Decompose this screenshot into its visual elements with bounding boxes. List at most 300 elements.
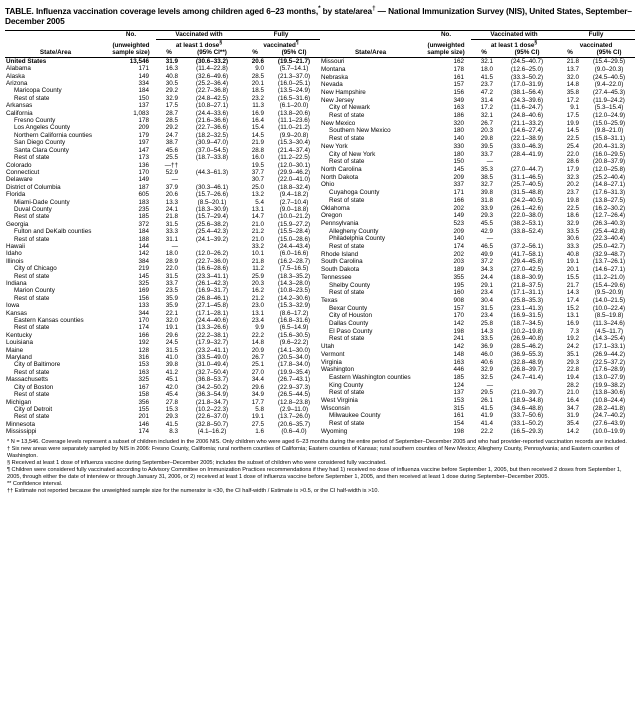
cell-area: Rest of state: [14, 391, 50, 399]
cell-ci1: (15.7–29.4): [195, 213, 229, 221]
cell-ci2: (14.1–30.0): [277, 346, 311, 354]
cell-n: 372: [138, 220, 149, 228]
table-row: [5, 110, 320, 117]
cell-pct1: 31.9: [165, 57, 178, 65]
table-row: [320, 119, 635, 127]
cell-n: 162: [453, 58, 465, 66]
cell-pct1: 23.5: [165, 287, 178, 295]
cell-pct1: 52.9: [165, 168, 178, 176]
cell-ci2: (12.0–24.9): [592, 112, 626, 120]
cell-n: 156: [138, 294, 149, 302]
cell-area: Oklahoma: [321, 204, 350, 212]
cell-pct1: 38.5: [480, 173, 494, 181]
cell-ci1: (4.1–16.2): [197, 428, 227, 436]
cell-pct2: 14.8: [251, 339, 264, 347]
cell-pct1: 31.1: [165, 235, 178, 243]
cell-ci1: (24.7–41.4): [510, 373, 544, 381]
cell-pct1: 45.5: [480, 219, 494, 227]
cell-area: City of New York: [329, 150, 376, 158]
cell-pct2: 28.6: [566, 158, 580, 166]
cell-ci1: (11.6–24.7): [511, 104, 543, 112]
cell-area: Rest of state: [14, 368, 50, 376]
cell-pct2: 20.1: [251, 80, 264, 88]
table-row: [320, 204, 635, 212]
cell-pct2: 7.3: [570, 327, 580, 335]
cell-n: 184: [138, 228, 149, 236]
cell-ci2: (21.4–37.4): [277, 146, 311, 154]
cell-area: Missouri: [321, 58, 345, 66]
cell-area: Florida: [6, 191, 26, 199]
table-row: [5, 369, 320, 376]
cell-pct2: 15.5: [566, 273, 580, 281]
table-row: [320, 258, 635, 266]
cell-area: North Carolina: [321, 165, 362, 173]
cell-ci1: (21.1–33.2): [510, 119, 544, 127]
cell-pct2: 21.2: [251, 294, 264, 302]
cell-ci2: (18.3–35.2): [277, 272, 311, 280]
cell-pct1: 30.5: [165, 80, 178, 88]
cell-ci1: (31.5–48.8): [510, 189, 544, 197]
cell-n: 170: [453, 312, 465, 320]
table-row: [320, 412, 635, 420]
table-row: [320, 374, 635, 382]
cell-area: City of Houston: [329, 312, 373, 320]
cell-n: 163: [138, 368, 149, 376]
table-row: [5, 73, 320, 80]
footnote-2: † Six new areas were separately sampled by NIS in 2006: Fresno County, California; rural northern counties of California; Eastern counties of Kansas; rural southern counties of New Mexico; Allegheny County, Pennsylvania; and Eastern counties of Washington.: [7, 445, 620, 459]
cell-pct2: 13.2: [251, 191, 264, 199]
cell-pct2: 25.9: [251, 272, 264, 280]
cell-ci2: (19.5–21.7): [277, 57, 311, 65]
coverage-table-left: [5, 30, 320, 436]
header-sample-size: sample size): [112, 49, 150, 57]
cell-area: Montana: [321, 65, 346, 73]
cell-n: 192: [138, 339, 149, 347]
cell-ci1: (16.9–31.5): [510, 312, 544, 320]
cell-n: 183: [138, 198, 149, 206]
cell-area: New Jersey: [321, 96, 354, 104]
cell-pct2: 29.3: [566, 358, 580, 366]
cell-pct2: 32.0: [566, 73, 580, 81]
cell-n: 149: [453, 212, 465, 220]
cell-ci1: (25.4–42.3): [195, 228, 229, 236]
table-row: [5, 391, 320, 398]
cell-area: Dallas County: [329, 320, 369, 328]
table-row: [320, 166, 635, 174]
table-row: [5, 295, 320, 302]
cell-pct2: 19.1: [566, 258, 580, 266]
table-row: [5, 258, 320, 265]
cell-ci2: (12.7–26.4): [592, 212, 626, 220]
cell-area: Hawaii: [6, 242, 25, 250]
cell-pct1: 29.3: [165, 413, 178, 421]
cell-area: Allegheny County: [329, 227, 379, 235]
cell-ci2: (14.3–25.4): [592, 335, 626, 343]
table-row: [5, 236, 320, 243]
cell-pct2: 22.0: [566, 150, 580, 158]
cell-ci2: (15.8–31.1): [592, 135, 626, 143]
cell-ci2: (9.4–18.2): [279, 191, 309, 199]
cell-ci2: (26.9–44.2): [592, 350, 626, 358]
cell-n: 209: [453, 227, 465, 235]
cell-pct1: 29.2: [165, 124, 178, 132]
cell-pct1: 32.7: [480, 181, 494, 189]
cell-ci1: (31.1–46.5): [510, 173, 544, 181]
cell-pct2: 19.5: [251, 161, 264, 169]
cell-ci2: (2.7–10.4): [279, 198, 309, 206]
footnotes: [5, 439, 635, 496]
cell-n: 185: [138, 213, 149, 221]
table-row: [5, 332, 320, 339]
cell-pct2: 33.5: [566, 227, 580, 235]
cell-area: Idaho: [6, 250, 22, 258]
cell-ci2: (13.8–27.5): [592, 196, 626, 204]
cell-pct2: 32.3: [566, 173, 580, 181]
cell-pct1: 13.3: [165, 198, 178, 206]
cell-pct2: 16.2: [251, 287, 264, 295]
cell-ci1: (31.0–49.4): [195, 361, 229, 369]
header-pct-2: %: [252, 49, 258, 57]
cell-pct2: 35.4: [566, 420, 580, 428]
cell-area: Rest of state: [14, 324, 50, 332]
cell-area: Eastern Kansas counties: [14, 317, 84, 325]
cell-ci1: (24.8–40.6): [510, 112, 544, 120]
cell-area: Maine: [6, 346, 24, 354]
cell-n: 163: [453, 104, 465, 112]
cell-n: 142: [453, 343, 465, 351]
cell-pct1: 46.0: [480, 350, 494, 358]
table-row: [5, 384, 320, 391]
cell-ci1: (24.8–42.5): [195, 94, 229, 102]
cell-pct1: 42.9: [480, 227, 494, 235]
cell-pct2: 21.0: [251, 220, 264, 228]
table-row: [320, 135, 635, 143]
cell-pct2: 13.1: [251, 205, 264, 213]
cell-area: Shelby County: [329, 281, 370, 289]
footnote-4: ¶ Children were considered fully vaccinated according to Advisory Committee on Immunization Practices recommendations if they had 1) received no dose of influenza vaccine before September 1, 2005, but then received 2 doses from September 1, 2005, through either the date of interview or through January 31, 2006, or 2) received at least 1 dose of influenza vaccine before September 1, 2005, and then received at least 1 dose during September–December 2005.: [7, 466, 622, 481]
cell-area: City of Newark: [329, 104, 370, 112]
cell-ci1: (30.9–47.0): [195, 139, 229, 147]
cell-pct2: 23.0: [251, 302, 264, 310]
cell-area: Maricopa County: [14, 87, 62, 95]
cell-n: 180: [453, 127, 465, 135]
cell-pct1: 37.9: [165, 183, 178, 191]
header-no-unweighted-r2: (unweighted: [427, 41, 465, 49]
cell-area: City of Boston: [14, 383, 54, 391]
cell-pct1: 40.8: [165, 72, 178, 80]
cell-area: Arkansas: [6, 102, 33, 110]
cell-n: 1,083: [133, 109, 149, 117]
cell-n: 334: [138, 80, 149, 88]
cell-pct2: 28.5: [251, 72, 264, 80]
cell-n: 171: [138, 65, 149, 73]
cell-pct2: 17.5: [566, 112, 580, 120]
cell-pct2: 20.9: [251, 346, 264, 354]
cell-pct2: 19.9: [566, 119, 580, 127]
cell-n: 147: [138, 146, 149, 154]
table-row: [5, 57, 320, 65]
cell-ci2: (20.8–37.9): [592, 158, 626, 166]
cell-ci1: (25.8–35.3): [510, 296, 544, 304]
cell-pct2: 10.1: [251, 250, 264, 258]
cell-area: New Mexico: [321, 119, 356, 127]
cell-pct2: 21.8: [251, 257, 264, 265]
cell-n: 384: [138, 257, 149, 265]
footnote-6: †† Estimate not reported because the unweighted sample size for the numerator is <30, the CI half-width / Estimate is >0.5, or the CI half-width is >10.: [7, 488, 380, 495]
cell-ci2: (11.2–21.0): [593, 273, 625, 281]
cell-area: Philadelphia County: [329, 235, 386, 243]
cell-ci1: (41.7–58.1): [510, 250, 544, 258]
cell-pct2: 26.7: [251, 354, 264, 362]
table-row: [5, 65, 320, 72]
cell-n: 188: [138, 235, 149, 243]
cell-ci2: (11.1–23.6): [278, 117, 310, 125]
cell-ci1: (33.1–50.2): [510, 420, 544, 428]
table-row: [5, 169, 320, 176]
table-row: [320, 428, 635, 436]
cell-n: 142: [453, 320, 465, 328]
cell-area: Rest of state: [14, 413, 50, 421]
cell-ci1: (33.8–52.4): [510, 227, 544, 235]
cell-ci1: (32.6–49.6): [195, 72, 229, 80]
cell-area: Rest of state: [329, 158, 365, 166]
cell-ci1: (10.8–27.1): [195, 102, 229, 110]
cell-pct1: —: [486, 158, 494, 166]
cell-ci1: (33.0–46.3): [510, 142, 544, 150]
cell-ci1: (15.7–26.6): [195, 191, 229, 199]
cell-ci2: (16.2–28.7): [277, 257, 311, 265]
cell-n: 124: [453, 381, 465, 389]
cell-ci1: (26.1–42.6): [510, 204, 544, 212]
table-row: [5, 102, 320, 109]
cell-pct1: 31.5: [165, 272, 178, 280]
table-row: [320, 312, 635, 320]
cell-area: Milwaukee County: [329, 412, 381, 420]
cell-ci2: (15.9–27.2): [277, 220, 311, 228]
cell-ci2: (15.3–32.9): [277, 302, 311, 310]
table-row: [320, 381, 635, 389]
cell-pct1: 17.5: [165, 102, 178, 110]
cell-area: New Hampshire: [321, 88, 366, 96]
cell-ci1: (21.6–36.6): [195, 117, 229, 125]
cell-pct2: 34.7: [566, 404, 580, 412]
cell-ci2: (20.6–35.7): [277, 420, 311, 428]
cell-ci1: (27.1–45.8): [195, 302, 229, 310]
cell-ci1: (28.5–46.2): [510, 343, 544, 351]
header-fully: Fully: [242, 30, 320, 39]
cell-ci2: (17.6–31.3): [592, 189, 626, 197]
table-row: [5, 302, 320, 309]
cell-area: Georgia: [6, 220, 29, 228]
cell-pct2: 40.8: [566, 250, 580, 258]
cell-n: 325: [138, 376, 149, 384]
cell-pct2: 24.2: [566, 343, 580, 351]
cell-ci1: (36.9–55.3): [510, 350, 544, 358]
cell-pct1: 22.0: [165, 265, 178, 273]
cell-ci2: (9.6–22.2): [279, 339, 309, 347]
cell-area: South Carolina: [321, 258, 363, 266]
cell-n: 315: [453, 404, 465, 412]
cell-pct2: 19.2: [566, 335, 580, 343]
cell-ci2: (5.7–14.1): [279, 65, 309, 73]
cell-pct2: 14.3: [566, 289, 580, 297]
cell-n: 156: [453, 88, 465, 96]
cell-pct2: 22.5: [566, 135, 580, 143]
cell-area: Santa Clara County: [14, 146, 69, 154]
cell-area: Kentucky: [6, 331, 32, 339]
cell-pct2: 17.4: [566, 296, 580, 304]
table-row: [5, 250, 320, 257]
cell-pct1: 46.5: [480, 243, 494, 251]
cell-ci2: (9.8–21.0): [594, 127, 624, 135]
cell-pct1: 33.5: [480, 335, 494, 343]
cell-ci1: (18.7–34.5): [510, 320, 544, 328]
cell-pct1: —: [486, 235, 494, 243]
cell-ci2: (10.8–23.5): [277, 287, 311, 295]
table-row: [5, 354, 320, 361]
cell-ci2: (25.0–42.7): [592, 243, 626, 251]
cell-pct1: 29.1: [480, 281, 494, 289]
cell-ci1: (17.1–31.1): [510, 289, 544, 297]
cell-ci2: (17.8–34.0): [277, 361, 311, 369]
cell-area: Texas: [321, 296, 338, 304]
table-row: [5, 147, 320, 154]
table-row: [5, 228, 320, 235]
cell-n: 166: [453, 196, 465, 204]
cell-pct2: 22.5: [566, 204, 580, 212]
cell-area: Rest of state: [14, 154, 50, 162]
cell-n: 149: [138, 176, 149, 184]
cell-ci2: (11.9–24.2): [593, 96, 625, 104]
table-row: [5, 206, 320, 213]
cell-pct1: 24.4: [480, 273, 494, 281]
table-row: [5, 413, 320, 420]
cell-n: 178: [453, 65, 465, 73]
header-fully-2: vaccinated¶: [263, 39, 299, 49]
cell-ci2: (17.1–33.1): [592, 343, 626, 351]
cell-pct1: 28.9: [165, 257, 178, 265]
cell-n: 198: [453, 428, 465, 436]
header-fully-r2: vaccinated: [579, 41, 613, 49]
cell-pct2: 15.2: [566, 304, 580, 312]
cell-area: Alaska: [6, 72, 25, 80]
cell-n: 185: [453, 373, 465, 381]
cell-area: Fulton and DeKalb counties: [14, 228, 92, 236]
cell-area: El Paso County: [329, 327, 373, 335]
cell-n: 157: [453, 304, 465, 312]
cell-area: Alabama: [6, 65, 31, 73]
cell-n: 150: [453, 158, 465, 166]
cell-pct1: 24.7: [165, 131, 178, 139]
cell-pct2: 23.4: [251, 317, 264, 325]
cell-ci1: (34.6–48.8): [510, 404, 544, 412]
cell-area: Rest of state: [329, 243, 365, 251]
cell-area: Rhode Island: [321, 250, 359, 258]
cell-n: 605: [138, 191, 149, 199]
cell-area: Northern California counties: [14, 131, 93, 139]
cell-ci1: (12.6–25.0): [510, 65, 544, 73]
cell-ci2: (13.7–26.1): [592, 258, 626, 266]
cell-pct2: 14.5: [566, 127, 580, 135]
table-row: [320, 289, 635, 297]
cell-pct2: 9.1: [570, 104, 580, 112]
cell-pct1: 32.1: [480, 58, 494, 66]
cell-ci2: (28.2–41.8): [592, 404, 626, 412]
cell-ci2: (14.8–27.1): [592, 181, 626, 189]
cell-ci1: (18.9–34.8): [510, 397, 544, 405]
cell-ci2: (22.3–40.4): [592, 235, 626, 243]
cell-ci1: (22.7–36.8): [195, 87, 229, 95]
cell-area: Michigan: [6, 398, 32, 406]
cell-pct2: 30.6: [566, 235, 580, 243]
cell-ci1: (22.7–36.6): [195, 124, 229, 132]
cell-n: 201: [138, 413, 149, 421]
cell-pct1: 47.2: [480, 88, 494, 96]
cell-ci2: (26.7–43.1): [277, 376, 311, 384]
table-row: [320, 73, 635, 81]
table-row: [320, 358, 635, 366]
cell-ci1: (29.4–45.8): [510, 258, 544, 266]
cell-ci1: (18.3–30.9): [195, 205, 229, 213]
cell-pct2: 28.2: [566, 381, 580, 389]
cell-ci1: (24.3–39.6): [510, 96, 544, 104]
cell-pct1: 39.8: [480, 189, 494, 197]
cell-area: Rest of state: [14, 94, 50, 102]
cell-ci1: [182, 243, 242, 250]
header-ci-1: (95% CI**): [197, 49, 227, 57]
cell-n: 197: [138, 139, 149, 147]
table-row: [320, 389, 635, 397]
cell-pct1: —: [171, 242, 178, 250]
cell-ci1: (38.1–56.4): [510, 88, 544, 96]
cell-ci1: (11.4–22.8): [196, 65, 228, 73]
cell-area: Washington: [321, 366, 355, 374]
cell-area: Arizona: [6, 80, 28, 88]
cell-n: 179: [138, 131, 149, 139]
table-row: [320, 173, 635, 181]
cell-ci1: (23.3–41.1): [195, 272, 229, 280]
cell-area: Rest of state: [14, 235, 50, 243]
cell-pct2: 29.6: [251, 383, 264, 391]
cell-ci1: (10.2–19.8): [510, 327, 544, 335]
cell-n: 446: [453, 366, 465, 374]
cell-n: 219: [138, 265, 149, 273]
cell-pct1: 26.7: [480, 119, 494, 127]
cell-pct2: 19.8: [566, 196, 580, 204]
cell-ci1: (37.0–54.5): [195, 146, 229, 154]
table-row: [320, 81, 635, 89]
cell-ci2: (9.0–18.8): [279, 205, 309, 213]
header-sample-size-r: sample size): [427, 49, 465, 57]
header-ci-2: (95% CI): [281, 49, 307, 57]
cell-ci2: (14.6–27.1): [592, 266, 626, 274]
table-row: [5, 184, 320, 191]
cell-n: 174: [453, 243, 465, 251]
cell-ci2: (12.0–30.1): [277, 161, 311, 169]
cell-pct1: 45.4: [165, 391, 178, 399]
cell-ci2: (16.8–31.6): [277, 317, 311, 325]
table-row: [5, 287, 320, 294]
cell-pct1: 24.5: [165, 339, 178, 347]
cell-ci1: (44.3–61.3): [195, 168, 229, 176]
table-title: TABLE. Influenza vaccination coverage levels among children aged 6–23 months,* by state/area† — National Immunization Survey (NIS), United States, September–December 2005: [5, 5, 632, 27]
table-row: [5, 265, 320, 272]
cell-ci1: (26.9–40.8): [510, 335, 544, 343]
table-row: [5, 132, 320, 139]
table-row: [320, 335, 635, 343]
table-row: [5, 324, 320, 331]
cell-n: 235: [138, 205, 149, 213]
